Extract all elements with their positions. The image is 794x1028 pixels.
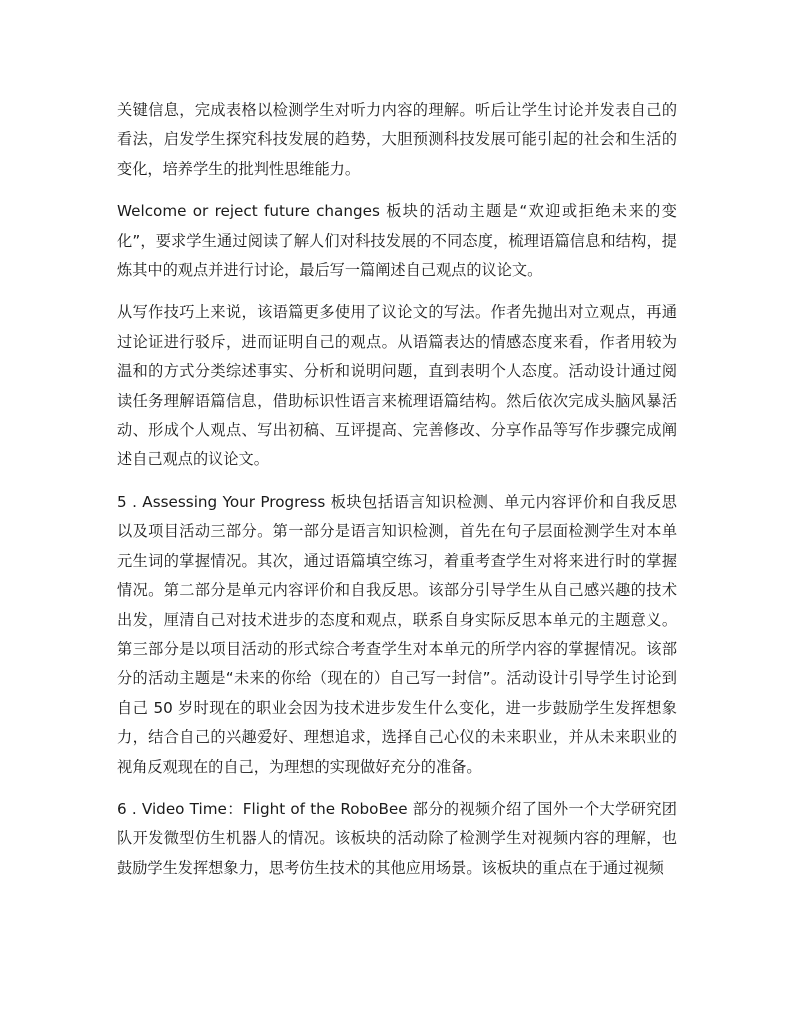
paragraph-assessing-progress: 5 . Assessing Your Progress 板块包括语言知识检测、单元内容评价和自我反思以及项目活动三部分。第一部分是语言知识检测，首先在句子层面检测学生对本单元生词的掌握情况。其次，通过语篇填空练习，着重考查学生对将来进行时的掌握情况。第二部分是单元内容评价和自我反思。该部分引导学生从自己感兴趣的技术出发，厘清自己对技术进步的态度和观点，联系自身实际反思本单元的主题意义。第三部分是以项目活动的形式综合考查学生对本单元的所学内容的掌握情况。该部分的活动主题是“未来的你给（现在的）自己写一封信”。活动设计引导学生讨论到自己 50 岁时现在的职业会因为技术进步发生什么变化，进一步鼓励学生发挥想象力，结合自己的兴趣爱好、理想追求，选择自己心仪的未来职业，并从未来职业的视角反观现在的自己，为理想的实现做好充分的准备。	[117, 492, 677, 776]
document-body	[117, 96, 677, 883]
paragraph-video-time: 6 . Video Time：Flight of the RoboBee 部分的视频介绍了国外一个大学研究团队开发微型仿生机器人的情况。该板块的活动除了检测学生对视频内容的理解，也鼓励学生发挥想象力，思考仿生技术的其他应用场景。该板块的重点在于通过视频	[117, 799, 677, 877]
paragraph-writing-technique: 从写作技巧上来说，该语篇更多使用了议论文的写法。作者先抛出对立观点，再通过论证进行驳斥，进而证明自己的观点。从语篇表达的情感态度来看，作者用较为温和的方式分类综述事实、分析和说明问题，直到表明个人态度。活动设计通过阅读任务理解语篇信息，借助标识性语言来梳理语篇结构。然后依次完成头脑风暴活动、形成个人观点、写出初稿、互评提高、完善修改、分享作品等写作步骤完成阐述自己观点的议论文。	[117, 303, 677, 469]
paragraph-listening-summary: 关键信息，完成表格以检测学生对听力内容的理解。听后让学生讨论并发表自己的看法，启发学生探究科技发展的趋势，大胆预测科技发展可能引起的社会和生活的变化，培养学生的批判性思维能力。	[117, 101, 677, 178]
paragraph-welcome-or-reject: Welcome or reject future changes 板块的活动主题是“欢迎或拒绝未来的变化”，要求学生通过阅读了解人们对科技发展的不同态度，梳理语篇信息和结构，提炼其中的观点并进行讨论，最后写一篇阐述自己观点的议论文。	[117, 202, 677, 280]
